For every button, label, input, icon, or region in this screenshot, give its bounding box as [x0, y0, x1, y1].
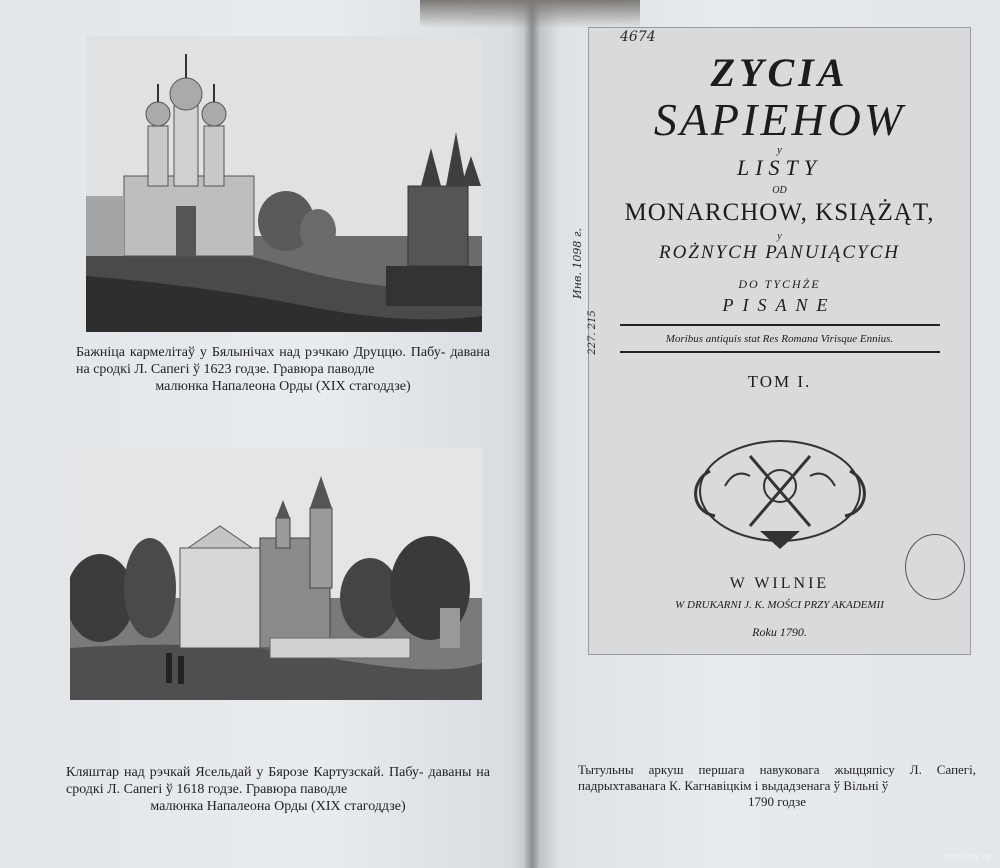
title-y2: y: [777, 231, 782, 242]
title-motto: Moribus antiquis stat Res Romana Virisque Ennius.: [665, 333, 894, 345]
title-zycia: ZYCIA: [710, 50, 849, 95]
side-inventory-note: Инв. 1098 г.: [570, 228, 584, 299]
title-page-caption-line2: падрыхтаванага К. Кагнавіцкім і выдадзенага ў Вільні ў: [578, 778, 889, 793]
monastery-caption: [66, 764, 490, 815]
title-roznych: ROŻNYCH PANUIĄCYCH: [658, 242, 900, 263]
ornament-vignette: [680, 431, 880, 551]
title-monarchow: MONARCHOW, KSIĄŻĄT,: [624, 199, 935, 226]
church-engraving: [86, 36, 482, 332]
title-page-facsimile: [570, 27, 971, 655]
church-caption-line3: малюнка Напалеона Орды (XIX стагоддзе): [155, 379, 411, 394]
top-shadow: [420, 0, 640, 28]
title-od: OD: [772, 185, 787, 196]
title-listy: LISTY: [736, 155, 823, 180]
title-dotyczne: DO TYCHŻE: [738, 277, 821, 291]
monastery-engraving: [70, 448, 482, 700]
handwritten-number: 4674: [620, 29, 656, 45]
church-caption: [76, 344, 490, 395]
title-rule-top: [620, 324, 940, 326]
monastery-caption-line2: даваны на сродкі Л. Сапегі ў 1618 годзе. Гравюра паводле: [66, 765, 490, 797]
title-page-caption: [578, 762, 976, 810]
title-page-caption-line1: Тытульны аркуш першага навуковага жыццяпісу Л. Сапегі,: [578, 762, 976, 777]
side-inventory-note-2: 227. 215: [586, 310, 598, 355]
title-sapiehow: SAPIEHOW: [653, 94, 906, 145]
church-caption-line2: давана на сродкі Л. Сапегі ў 1623 годзе. Гравюра паводле: [76, 345, 490, 377]
library-stamp: [905, 534, 965, 600]
title-y: y: [777, 144, 782, 156]
monastery-caption-line1: Кляштар над рэчкай Ясельдай у Бярозе Картузскай. Пабу-: [66, 765, 424, 780]
title-roku: Roku 1790.: [752, 625, 807, 639]
site-watermark: www.ay.by: [944, 851, 992, 862]
title-rule-bottom: [620, 351, 940, 353]
title-drukarni: W DRUKARNI J. K. MOŚCI PRZY AKADEMII: [675, 599, 884, 611]
title-wilnie: W WILNIE: [729, 575, 830, 592]
church-caption-line1: Бажніца кармелітаў у Бялынічах над рэчкаю Друццю. Пабу-: [76, 345, 446, 360]
book-gutter: [524, 0, 540, 868]
title-tom: TOM I.: [747, 372, 812, 391]
title-page-caption-line3: 1790 годзе: [747, 794, 807, 809]
monastery-caption-line3: малюнка Напалеона Орды (XIX стагоддзе): [150, 799, 406, 814]
title-pisane: PISANE: [722, 295, 837, 315]
